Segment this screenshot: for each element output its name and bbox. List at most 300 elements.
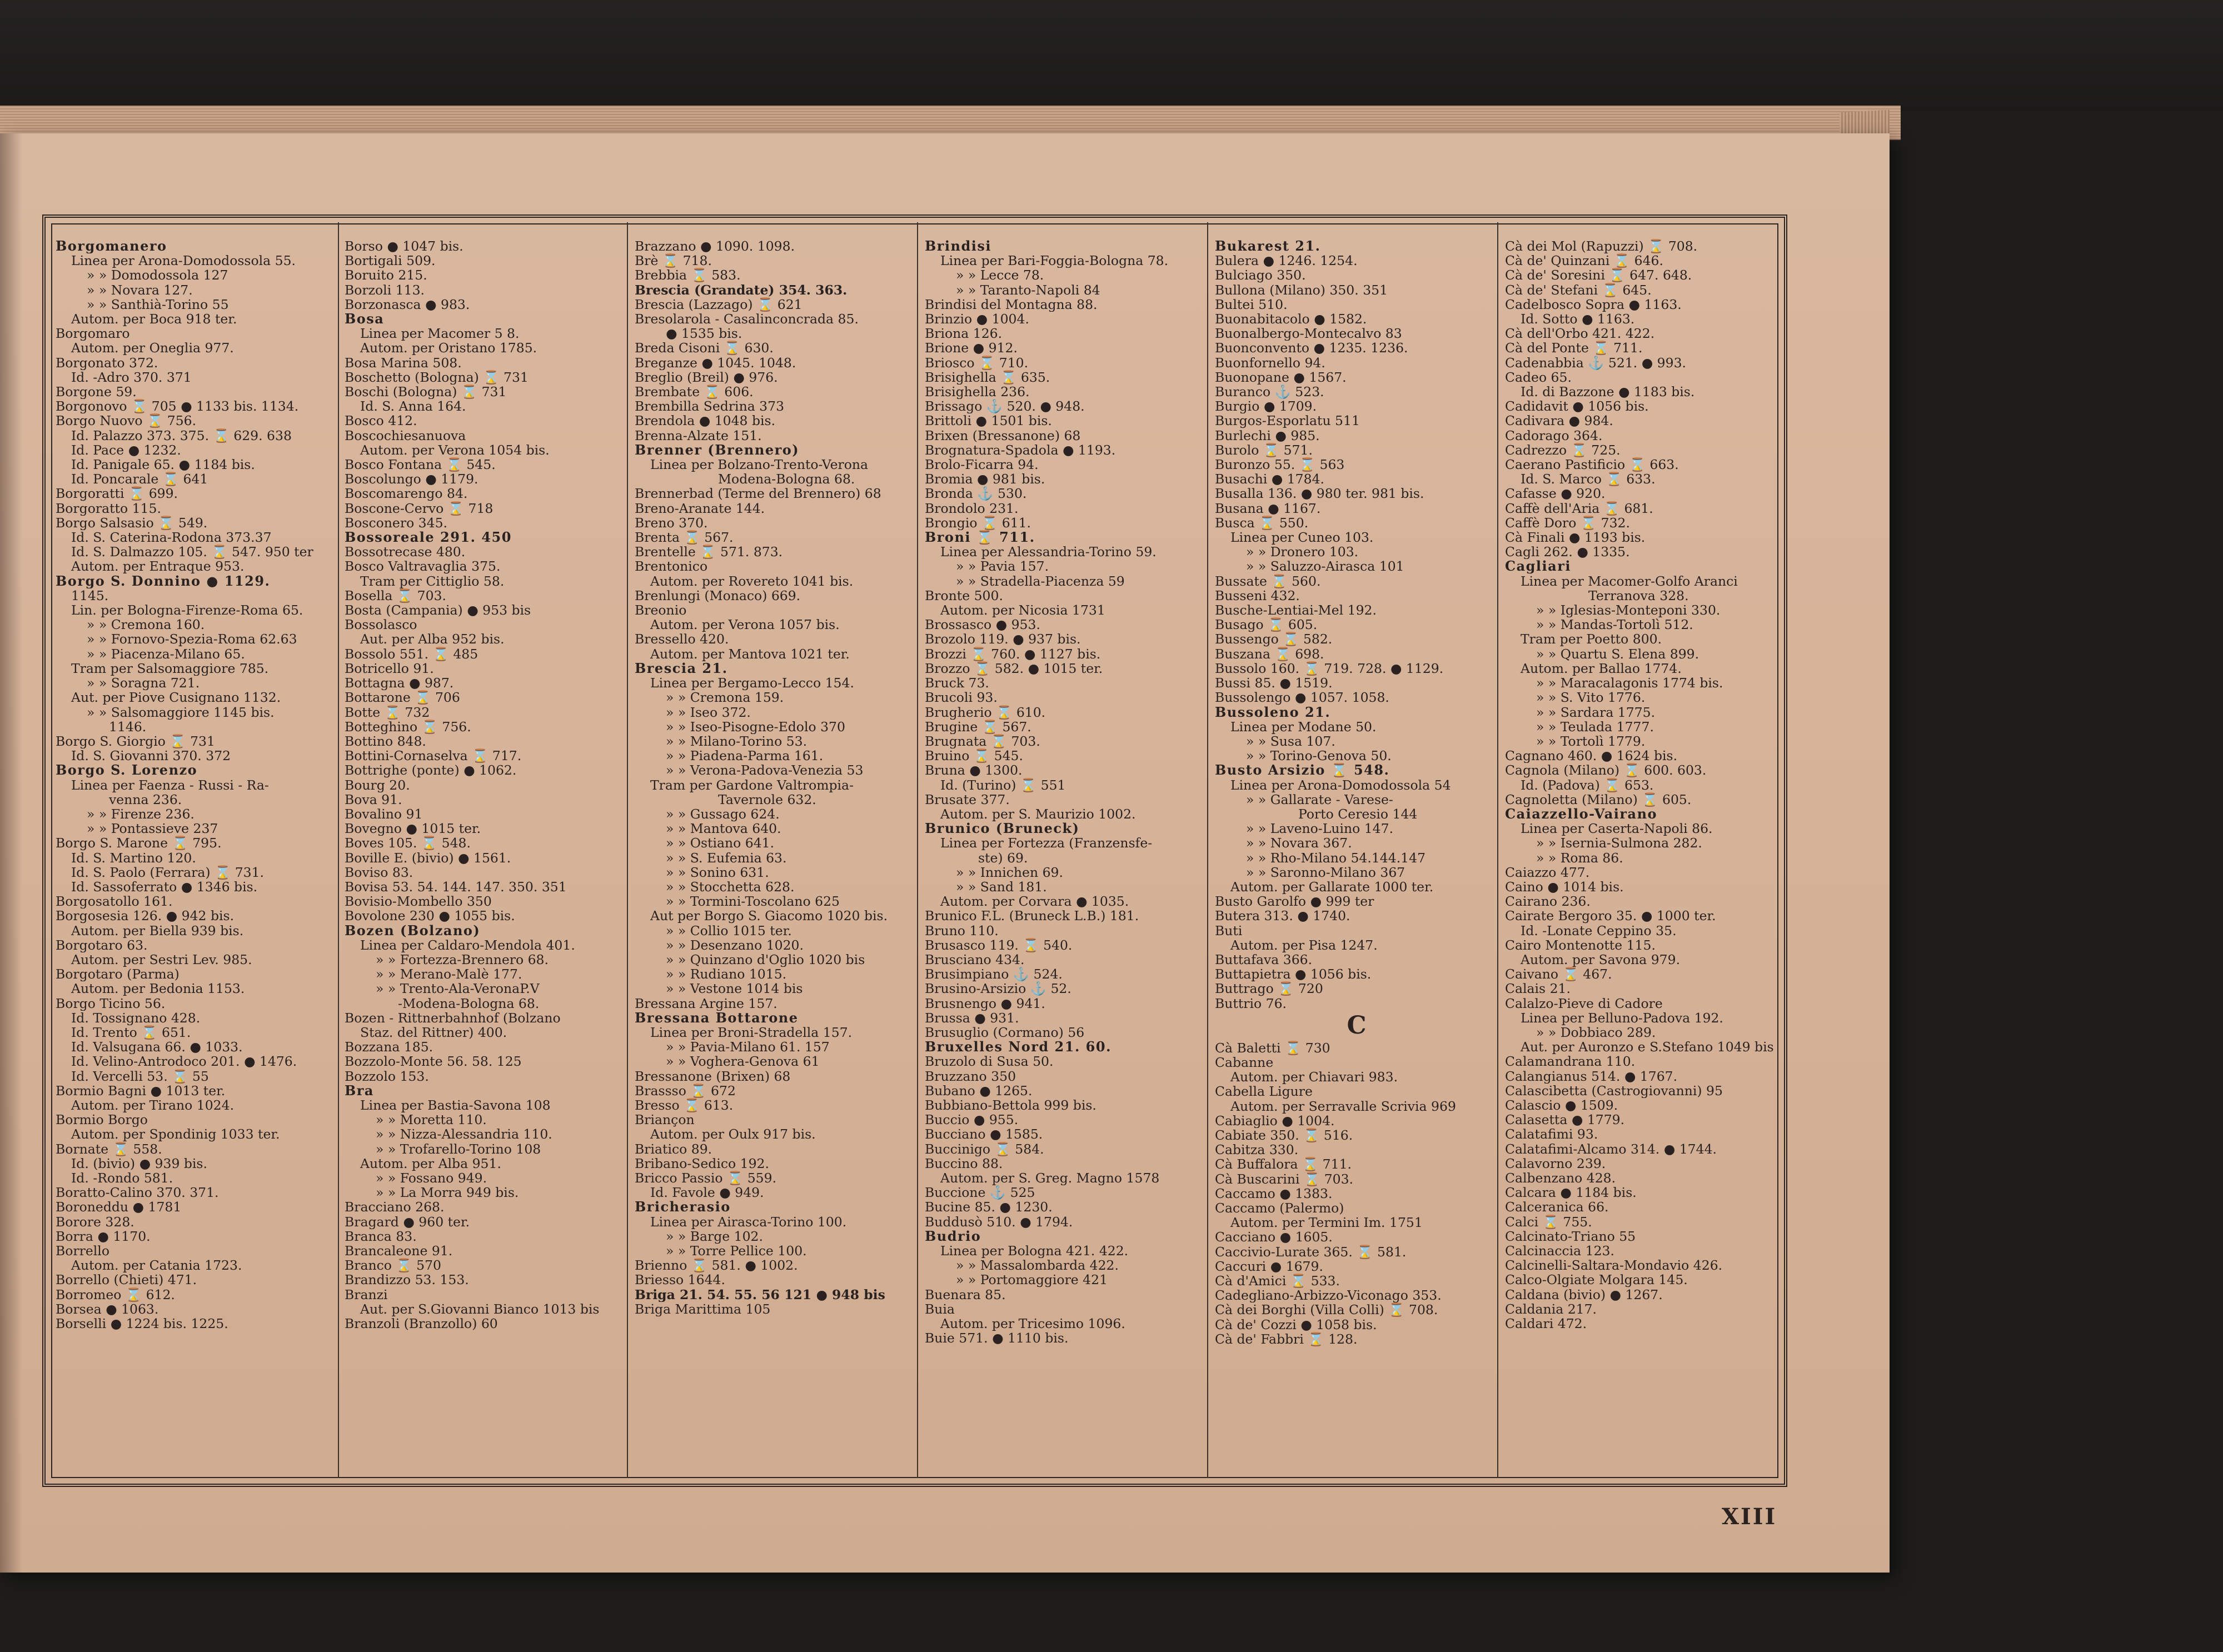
station-entry: » » Portomaggiore 421 (956, 1272, 1108, 1287)
station-entry: Busalla 136. ● 980 ter. 981 bis. (1215, 486, 1424, 501)
station-entry: Bosco Fontana ⌛ 545. (345, 457, 496, 472)
station-entry: Linea per Alessandria-Torino 59. (940, 545, 1157, 560)
station-entry: venna 236. (109, 792, 182, 807)
station-entry: » » Cremona 159. (666, 690, 784, 705)
station-entry: Brandizzo 53. 153. (345, 1272, 469, 1287)
station-entry: Bussolo 160. ⌛ 719. 728. ● 1129. (1215, 661, 1444, 676)
station-entry: Brescia (Grandate) 354. 363. (635, 282, 848, 297)
station-heading: Brindisi (925, 239, 992, 254)
station-entry: Bussengo ⌛ 582. (1215, 632, 1333, 647)
station-entry: Autom. per Chiavari 983. (1230, 1070, 1398, 1085)
station-entry: Calalzo-Pieve di Cadore (1505, 996, 1663, 1011)
station-entry: Cà de' Fabbri ⌛ 128. (1215, 1331, 1358, 1347)
station-entry: Boscochiesanuova (345, 428, 466, 443)
station-entry: Bosconero 345. (345, 515, 448, 531)
station-entry: Briançon (635, 1112, 695, 1127)
station-entry: Cadorago 364. (1505, 428, 1603, 443)
index-column-5 (1215, 239, 1498, 1478)
station-entry: Id. -Lonate Ceppino 35. (1521, 923, 1677, 938)
station-entry: Briona 126. (925, 326, 1003, 341)
station-entry: » » Rudiano 1015. (666, 967, 787, 982)
station-entry: Borgotaro (Parma) (56, 967, 180, 982)
station-entry: Bracciano 268. (345, 1200, 445, 1215)
station-entry: Borrello (56, 1244, 109, 1259)
station-entry: Buddusò 510. ● 1794. (925, 1214, 1073, 1229)
station-entry: Bronda ⚓ 530. (925, 486, 1027, 501)
station-entry: Buttapietra ● 1056 bis. (1215, 967, 1372, 982)
station-entry: » » Novara 127. (87, 282, 193, 297)
station-entry: Branzi (345, 1287, 388, 1302)
station-entry: Bosella ⌛ 703. (345, 588, 446, 603)
station-entry: Staz. del Rittner) 400. (360, 1025, 507, 1040)
station-entry: Brembilla Sedrina 373 (635, 399, 785, 414)
station-entry: Calcara ● 1184 bis. (1505, 1185, 1637, 1200)
station-entry: Cadeo 65. (1505, 370, 1572, 385)
station-entry: » » Saronno-Milano 367 (1246, 865, 1405, 880)
station-entry: ste) 69. (978, 850, 1028, 865)
station-entry: Autom. per Nicosia 1731 (940, 603, 1105, 618)
station-entry: Bubbiano-Bettola 999 bis. (925, 1097, 1096, 1113)
station-entry: Briga 21. 54. 55. 56 121 ● 948 bis (635, 1287, 885, 1302)
station-entry: Brolo-Ficarra 94. (925, 457, 1039, 472)
station-entry: Cagnola (Milano) ⌛ 600. 603. (1505, 763, 1707, 778)
station-entry: Cabiaglio ● 1004. (1215, 1113, 1335, 1128)
station-entry: Tavernole 632. (718, 792, 816, 807)
station-entry: » » Tormini-Toscolano 625 (666, 894, 840, 909)
station-entry: » » Taranto-Napoli 84 (956, 282, 1100, 297)
station-entry: Borgo Salsasio ⌛ 549. (56, 515, 208, 531)
station-entry: Id. Palazzo 373. 375. ⌛ 629. 638 (71, 428, 292, 443)
station-entry: Brè ⌛ 718. (635, 253, 712, 268)
station-entry: Brenna-Alzate 151. (635, 428, 762, 443)
station-entry: » » Roma 86. (1536, 850, 1623, 865)
station-entry: Briosco ⌛ 710. (925, 355, 1029, 370)
station-entry: Autom. per Gallarate 1000 ter. (1230, 879, 1434, 895)
station-entry: Bullona (Milano) 350. 351 (1215, 282, 1388, 297)
station-entry: Bruno 110. (925, 923, 999, 938)
station-entry: Autom. per Verona 1057 bis. (650, 617, 840, 632)
station-entry: Brongio ⌛ 611. (925, 515, 1031, 531)
station-entry: » » Santhià-Torino 55 (87, 297, 229, 312)
station-entry: » » Quinzano d'Oglio 1020 bis (666, 952, 865, 967)
station-entry: Caldana (bivio) ● 1267. (1505, 1287, 1663, 1302)
station-entry: Burgio ● 1709. (1215, 399, 1317, 414)
station-entry: » » Ostiano 641. (666, 836, 775, 851)
station-entry: » » Soragna 721. (87, 676, 200, 691)
station-entry: Cà dei Mol (Rapuzzi) ⌛ 708. (1505, 239, 1698, 254)
station-entry: Breglio (Breil) ● 976. (635, 370, 778, 385)
station-entry: Boratto-Calino 370. 371. (56, 1185, 219, 1200)
station-entry: Bosa Marina 508. (345, 355, 462, 370)
station-entry: Autom. per Ballao 1774. (1521, 661, 1682, 676)
station-entry: Cà de' Stefani ⌛ 645. (1505, 282, 1652, 297)
station-entry: » » Cremona 160. (87, 617, 205, 632)
station-entry: Autom. per Entraque 953. (71, 559, 245, 574)
station-entry: Bronte 500. (925, 588, 1003, 603)
station-entry: Autom. per Oulx 917 bis. (650, 1127, 816, 1142)
station-entry: Branco ⌛ 570 (345, 1258, 442, 1273)
station-entry: Autom. per Oristano 1785. (360, 341, 537, 356)
page-number: XIII (1722, 1504, 1777, 1530)
station-entry: Bosco Valtravaglia 375. (345, 559, 501, 574)
station-entry: Caccivio-Lurate 365. ⌛ 581. (1215, 1244, 1407, 1259)
station-heading: Bossoreale 291. 450 (345, 530, 512, 545)
station-entry: Caccamo ● 1383. (1215, 1186, 1333, 1201)
station-entry: Borgotaro 63. (56, 937, 148, 952)
station-entry: Bucine 85. ● 1230. (925, 1200, 1053, 1215)
station-entry: » » Iseo 372. (666, 705, 751, 720)
station-entry: » » Moretta 110. (376, 1112, 487, 1127)
station-entry: Bovalino 91 (345, 806, 423, 822)
station-entry: Tram per Poetto 800. (1521, 632, 1662, 647)
station-entry: Cairate Bergoro 35. ● 1000 ter. (1505, 909, 1716, 924)
station-heading: Broni ⌛ 711. (925, 530, 1035, 545)
station-heading: Busto Arsizio ⌛ 548. (1215, 763, 1390, 778)
station-entry: Borromeo ⌛ 612. (56, 1287, 175, 1302)
station-entry: Busca ⌛ 550. (1215, 515, 1309, 531)
station-entry: Linea per Fortezza (Franzensfe- (940, 836, 1153, 851)
station-entry: Buonabitacolo ● 1582. (1215, 312, 1367, 327)
station-entry: Brentelle ⌛ 571. 873. (635, 545, 783, 560)
station-entry: Buonopane ● 1567. (1215, 370, 1347, 385)
station-entry: Linea per Broni-Stradella 157. (650, 1025, 853, 1040)
station-entry: » » Stocchetta 628. (666, 879, 795, 895)
station-entry: Cadivara ● 984. (1505, 413, 1613, 428)
station-entry: Brussa ● 931. (925, 1010, 1019, 1025)
station-entry: Brittoli ● 1501 bis. (925, 413, 1052, 428)
station-heading: Brenner (Brennero) (635, 442, 800, 458)
station-entry: Id. Trento ⌛ 651. (71, 1025, 191, 1040)
station-entry: Bulciago 350. (1215, 268, 1306, 283)
station-entry: Linea per Modane 50. (1230, 719, 1377, 734)
station-entry: Autom. per Rovereto 1041 bis. (650, 573, 854, 588)
station-entry: Bragard ● 960 ter. (345, 1214, 470, 1229)
station-entry: Buszana ⌛ 698. (1215, 646, 1324, 661)
station-entry: Botricello 91. (345, 661, 434, 676)
station-entry: Autom. per Tirano 1024. (71, 1097, 235, 1113)
station-entry: Cafasse ● 920. (1505, 486, 1606, 501)
station-entry: » » Torino-Genova 50. (1246, 748, 1392, 763)
station-entry: Borgoratti ⌛ 699. (56, 486, 178, 501)
station-entry: » » Pavia 157. (956, 559, 1049, 574)
station-entry: Brebbia ⌛ 583. (635, 268, 741, 283)
station-entry: Busche-Lentiai-Mel 192. (1215, 603, 1377, 618)
station-entry: Brozolo 119. ● 937 bis. (925, 632, 1081, 647)
station-entry: Brennerbad (Terme del Brennero) 68 (635, 486, 881, 501)
station-entry: Borgo Ticino 56. (56, 996, 166, 1011)
station-entry: » » Massalombarda 422. (956, 1258, 1119, 1273)
station-entry: Autom. per Savona 979. (1521, 952, 1681, 967)
station-entry: Caccuri ● 1679. (1215, 1259, 1323, 1274)
station-entry: Calco-Olgiate Molgara 145. (1505, 1272, 1688, 1287)
station-heading: Borgomanero (56, 239, 167, 254)
station-entry: Linea per Cuneo 103. (1230, 530, 1374, 545)
station-entry: » » Iglesias-Monteponi 330. (1536, 603, 1721, 618)
station-entry: Buonalbergo-Montecalvo 83 (1215, 326, 1402, 341)
station-entry: Linea per Bologna 421. 422. (940, 1244, 1129, 1259)
station-heading: Bricherasio (635, 1200, 731, 1215)
station-entry: » » Dronero 103. (1246, 545, 1359, 560)
station-entry: Autom. per Tricesimo 1096. (940, 1316, 1125, 1331)
index-column-2 (345, 239, 628, 1478)
station-entry: Terranova 328. (1588, 588, 1689, 603)
station-entry: Aut. per Piove Cusignano 1132. (71, 690, 281, 705)
station-entry: Aut. per Alba 952 bis. (360, 632, 505, 647)
station-entry: Brugnata ⌛ 703. (925, 733, 1040, 749)
station-entry: Bresso ⌛ 613. (635, 1097, 734, 1113)
station-entry: Brunico F.L. (Bruneck L.B.) 181. (925, 909, 1139, 924)
station-entry: Cà dei Borghi (Villa Colli) ⌛ 708. (1215, 1302, 1438, 1317)
station-heading: Caiazzello-Vairano (1505, 806, 1658, 822)
station-entry: Id. Sotto ● 1163. (1521, 312, 1635, 327)
station-entry: Burlechi ● 985. (1215, 428, 1320, 443)
station-entry: Briatico 89. (635, 1141, 712, 1156)
station-entry: Cairo Montenotte 115. (1505, 937, 1656, 952)
station-heading: Cagliari (1505, 559, 1571, 574)
station-entry: Id. S. Paolo (Ferrara) ⌛ 731. (71, 865, 265, 880)
station-entry: Brucoli 93. (925, 690, 998, 705)
station-entry: Autom. per S. Greg. Magno 1578 (940, 1171, 1160, 1186)
station-entry: Borselli ● 1224 bis. 1225. (56, 1316, 228, 1331)
station-entry: Branzoli (Branzollo) 60 (345, 1316, 498, 1331)
station-entry: Boscomarengo 84. (345, 486, 468, 501)
station-entry: Brusnengo ● 941. (925, 996, 1045, 1011)
station-entry: Calascibetta (Castrogiovanni) 95 (1505, 1083, 1723, 1098)
station-entry: » » Fossano 949. (376, 1171, 487, 1186)
station-entry: Busachi ● 1784. (1215, 472, 1325, 487)
station-entry: Id. Velino-Antrodoco 201. ● 1476. (71, 1054, 297, 1069)
station-entry: » » Saluzzo-Airasca 101 (1246, 559, 1404, 574)
station-entry: Breda Cisoni ⌛ 630. (635, 341, 774, 356)
station-entry: Bubano ● 1265. (925, 1083, 1033, 1098)
station-entry: Calamandrana 110. (1505, 1054, 1636, 1069)
station-entry: Bozzana 185. (345, 1040, 433, 1055)
station-entry: Boschetto (Bologna) ⌛ 731 (345, 370, 529, 385)
station-entry: Breganze ● 1045. 1048. (635, 355, 796, 370)
station-entry: Linea per Bergamo-Lecco 154. (650, 676, 854, 691)
station-entry: » » Salsomaggiore 1145 bis. (87, 705, 275, 720)
station-entry: Brenlungi (Monaco) 669. (635, 588, 801, 603)
station-entry: Linea per Arona-Domodossola 55. (71, 253, 296, 268)
station-entry: Borra ● 1170. (56, 1229, 151, 1244)
station-entry: Linea per Caserta-Napoli 86. (1521, 821, 1713, 836)
station-entry: Borgosatollo 161. (56, 894, 173, 909)
station-entry: Calcinato-Triano 55 (1505, 1229, 1636, 1244)
station-entry: Bussi 85. ● 1519. (1215, 676, 1333, 691)
station-entry: » » Novara 367. (1246, 836, 1352, 851)
station-entry: Calais 21. (1505, 981, 1571, 996)
station-entry: » » Lecce 78. (956, 268, 1044, 283)
station-entry: Calascio ● 1509. (1505, 1097, 1618, 1113)
station-entry: Cabiate 350. ⌛ 516. (1215, 1127, 1353, 1143)
station-entry: Cà Baletti ⌛ 730 (1215, 1040, 1330, 1055)
station-entry: Buronzo 55. ⌛ 563 (1215, 457, 1345, 472)
station-entry: Bruna ● 1300. (925, 763, 1023, 778)
station-entry: » » La Morra 949 bis. (376, 1185, 519, 1200)
station-entry: Modena-Bologna 68. (718, 472, 855, 487)
station-entry: » » Milano-Torino 53. (666, 733, 808, 749)
station-entry: Tram per Cittiglio 58. (360, 573, 505, 588)
station-entry: Bottini-Cornaselva ⌛ 717. (345, 748, 522, 763)
station-entry: Bresolarola - Casalinconcrada 85. (635, 312, 859, 327)
station-entry: 1146. (109, 719, 147, 734)
station-entry: Calbenzano 428. (1505, 1171, 1616, 1186)
station-entry: Cà de' Quinzani ⌛ 646. (1505, 253, 1663, 268)
station-entry: Buonfornello 94. (1215, 355, 1325, 370)
station-entry: Cadrezzo ⌛ 725. (1505, 442, 1621, 458)
station-entry: Boroneddu ● 1781 (56, 1200, 182, 1215)
station-entry: Calcinaccia 123. (1505, 1244, 1614, 1259)
station-entry: 1145. (71, 588, 109, 603)
station-entry: Cà del Ponte ⌛ 711. (1505, 341, 1643, 356)
station-entry: Bottagna ● 987. (345, 676, 454, 691)
station-entry: Brancaleone 91. (345, 1244, 453, 1259)
station-entry: » » Barge 102. (666, 1229, 763, 1244)
station-entry: Brusate 377. (925, 792, 1010, 807)
station-entry: Bozzolo-Monte 56. 58. 125 (345, 1054, 522, 1069)
station-entry: Brusasco 119. ⌛ 540. (925, 937, 1073, 952)
station-entry: Bosco 412. (345, 413, 417, 428)
station-entry: » » Merano-Malè 177. (376, 967, 522, 982)
station-entry: Bressana Argine 157. (635, 996, 777, 1011)
station-entry: Linea per Airasca-Torino 100. (650, 1214, 847, 1229)
station-entry: Aut. per S.Giovanni Bianco 1013 bis (360, 1301, 600, 1317)
station-entry: Bovisa 53. 54. 144. 147. 350. 351 (345, 879, 567, 895)
station-entry: Cagli 262. ● 1335. (1505, 545, 1630, 560)
station-entry: Briesso 1644. (635, 1272, 725, 1287)
station-entry: Brozzo ⌛ 582. ● 1015 ter. (925, 661, 1103, 676)
station-entry: Linea per Caldaro-Mendola 401. (360, 937, 575, 952)
station-entry: » » Dobbiaco 289. (1536, 1025, 1656, 1040)
station-heading: Bozen (Bolzano) (345, 923, 481, 938)
station-entry: Autom. per Boca 918 ter. (71, 312, 237, 327)
station-entry: Linea per Macomer-Golfo Aranci (1521, 573, 1738, 588)
station-entry: Bottarone ⌛ 706 (345, 690, 460, 705)
station-entry: Cà Finali ● 1193 bis. (1505, 530, 1646, 545)
station-entry: Brusino-Arsizio ⚓ 52. (925, 981, 1071, 996)
station-entry: » » S. Vito 1776. (1536, 690, 1646, 705)
station-entry: Cà de' Soresini ⌛ 647. 648. (1505, 268, 1692, 283)
station-entry: Calatafimi 93. (1505, 1127, 1598, 1142)
station-heading: Borgo S. Donnino ● 1129. (56, 573, 271, 588)
station-entry: Brisighella 236. (925, 385, 1030, 400)
station-entry: » » Vestone 1014 bis (666, 981, 803, 996)
station-entry: » » Piadena-Parma 161. (666, 748, 824, 763)
station-entry: Bussolengo ● 1057. 1058. (1215, 690, 1389, 705)
station-entry: Cà d'Amici ⌛ 533. (1215, 1274, 1340, 1289)
station-entry: » » Firenze 236. (87, 806, 195, 822)
station-entry: Bourg 20. (345, 777, 410, 792)
station-entry: Breno 370. (635, 515, 708, 531)
station-entry: Borsea ● 1063. (56, 1301, 159, 1317)
station-entry: Bruzolo di Susa 50. (925, 1054, 1054, 1069)
station-entry: » » Susa 107. (1246, 733, 1335, 749)
station-entry: » » Torre Pellice 100. (666, 1244, 807, 1259)
station-entry: Caldania 217. (1505, 1301, 1597, 1317)
station-entry: Calceranica 66. (1505, 1200, 1609, 1215)
station-entry: Cabitza 330. (1215, 1142, 1299, 1157)
station-entry: Bortigali 509. (345, 253, 436, 268)
station-entry: Bruzzano 350 (925, 1069, 1016, 1084)
station-entry: Briga Marittima 105 (635, 1301, 771, 1317)
station-entry: » » Desenzano 1020. (666, 937, 804, 952)
index-column-6 (1505, 239, 1788, 1478)
station-entry: » » Fortezza-Brennero 68. (376, 952, 549, 967)
station-entry: Bribano-Sedico 192. (635, 1156, 769, 1171)
station-entry: Tram per Gardone Valtrompia- (650, 777, 854, 792)
station-entry: Id. S. Martino 120. (71, 850, 196, 865)
station-entry: Bossolasco (345, 617, 417, 632)
station-entry: Autom. per Verona 1054 bis. (360, 442, 550, 458)
station-entry: Borzoli 113. (345, 282, 425, 297)
station-entry: Bormio Bagni ● 1013 ter. (56, 1083, 226, 1098)
station-entry: Cadegliano-Arbizzo-Viconago 353. (1215, 1288, 1442, 1303)
station-entry: Autom. per Oneglia 977. (71, 341, 234, 356)
station-entry: » » Verona-Padova-Venezia 53 (666, 763, 864, 778)
station-entry: Borgo S. Marone ⌛ 795. (56, 836, 222, 851)
station-entry: » » Collio 1015 ter. (666, 923, 792, 938)
station-entry: Buccio ● 955. (925, 1112, 1019, 1127)
station-entry: Busto Garolfo ● 999 ter (1215, 894, 1374, 909)
station-entry: Caino ● 1014 bis. (1505, 879, 1624, 895)
station-entry: » » Voghera-Genova 61 (666, 1054, 820, 1069)
station-entry: Linea per Belluno-Padova 192. (1521, 1010, 1723, 1025)
station-entry: Caerano Pastificio ⌛ 663. (1505, 457, 1679, 472)
station-entry: Lin. per Bologna-Firenze-Roma 65. (71, 603, 303, 618)
station-entry: Bovisio-Mombello 350 (345, 894, 492, 909)
station-entry: » » Trento-Ala-VeronaP.V (376, 981, 540, 996)
station-entry: Borgonovo ⌛ 705 ● 1133 bis. 1134. (56, 399, 299, 414)
station-entry: Botte ⌛ 732 (345, 705, 430, 720)
station-entry: » » Sonino 631. (666, 865, 769, 880)
station-entry: Buttrago ⌛ 720 (1215, 981, 1323, 996)
station-entry: Brescia (Lazzago) ⌛ 621 (635, 297, 803, 312)
station-entry: Buonconvento ● 1235. 1236. (1215, 341, 1408, 356)
station-entry: Brenta ⌛ 567. (635, 530, 734, 545)
station-entry: Brossasco ● 953. (925, 617, 1040, 632)
station-entry: Cagnoletta (Milano) ⌛ 605. (1505, 792, 1692, 807)
station-entry: » » Gallarate - Varese- (1246, 792, 1393, 807)
station-entry: Calangianus 514. ● 1767. (1505, 1069, 1678, 1084)
station-entry: » » Pavia-Milano 61. 157 (666, 1040, 830, 1055)
station-entry: Cadenabbia ⚓ 521. ● 993. (1505, 355, 1686, 370)
station-entry: Brazzano ● 1090. 1098. (635, 239, 795, 254)
station-entry: Linea per Bari-Foggia-Bologna 78. (940, 253, 1169, 268)
station-entry: Cacciano ● 1605. (1215, 1230, 1333, 1245)
station-entry: Borrello (Chieti) 471. (56, 1272, 197, 1287)
station-entry: Boschi (Bologna) ⌛ 731 (345, 385, 507, 400)
station-entry: Buccino 88. (925, 1156, 1003, 1171)
station-heading: Bressana Bottarone (635, 1010, 799, 1025)
station-heading: Borgo S. Lorenzo (56, 763, 198, 778)
station-entry: Linea per Macomer 5 8. (360, 326, 520, 341)
station-entry: Id. Pace ● 1232. (71, 442, 181, 458)
station-entry: Cadelbosco Sopra ● 1163. (1505, 297, 1682, 312)
station-entry: Id. S. Giovanni 370. 372 (71, 748, 231, 763)
station-entry: Borore 328. (56, 1214, 134, 1229)
station-entry: Linea per Arona-Domodossola 54 (1230, 777, 1451, 792)
station-entry: Caiazzo 477. (1505, 865, 1590, 880)
station-entry: Brognatura-Spadola ● 1193. (925, 442, 1116, 458)
station-entry: Autom. per Bedonia 1153. (71, 981, 245, 996)
station-entry: Bornate ⌛ 558. (56, 1141, 162, 1156)
index-column-4 (925, 239, 1208, 1478)
station-entry: Tram per Salsomaggiore 785. (71, 661, 269, 676)
station-entry: Cagnano 460. ● 1624 bis. (1505, 748, 1678, 763)
station-entry: Autom. per Mantova 1021 ter. (650, 646, 850, 661)
station-entry: Boruito 215. (345, 268, 427, 283)
station-entry: Brixen (Bressanone) 68 (925, 428, 1081, 443)
